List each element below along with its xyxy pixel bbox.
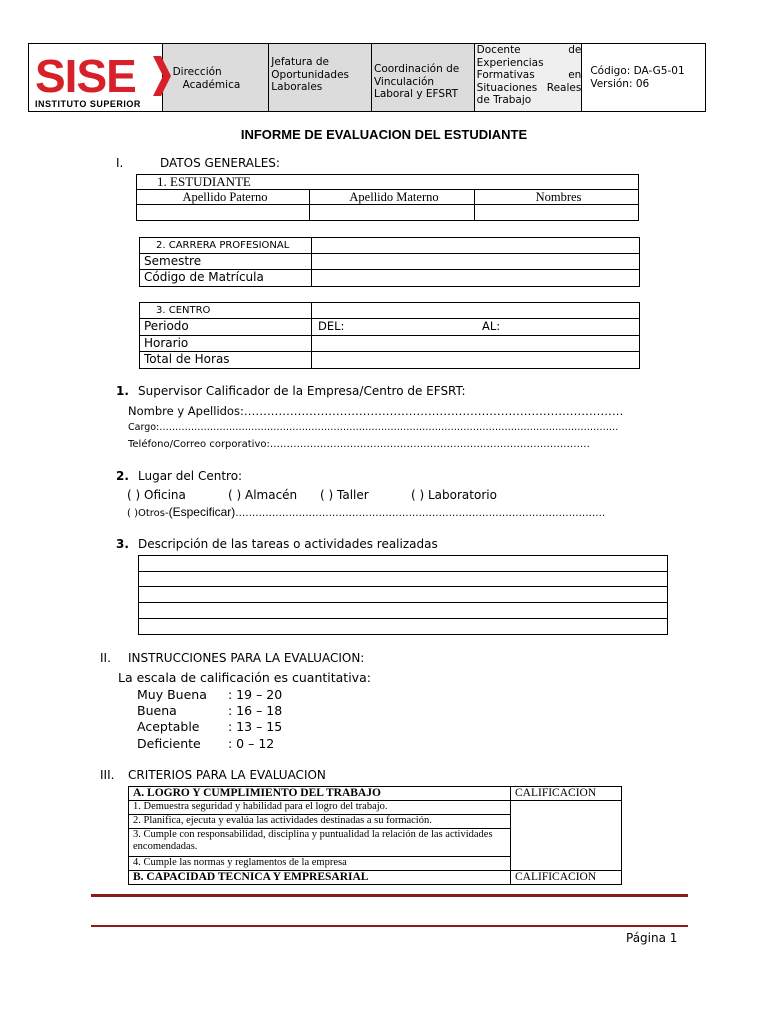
document-header: [28, 43, 706, 112]
option-almacen[interactable]: ( ) Almacén: [228, 488, 298, 502]
section-3-number: III.: [100, 768, 115, 782]
supervisor-cargo-line[interactable]: Cargo:……………………………………………………………………………………………………………………………….: [128, 422, 619, 433]
section-2-number: II.: [100, 651, 111, 665]
scale-range-muy-buena: : 19 – 20: [228, 687, 283, 702]
header-code-version: [582, 44, 705, 111]
logo-text: SISE: [35, 50, 136, 102]
tarea-row[interactable]: [139, 556, 668, 572]
input-horario[interactable]: [312, 336, 640, 352]
input-periodo[interactable]: [312, 319, 640, 336]
document-code: Código: DA-G5-01: [590, 65, 685, 77]
supervisor-name-line[interactable]: Nombre y Apellidos:………………………………………………………………………………………: [128, 404, 624, 418]
input-semestre[interactable]: [312, 254, 640, 270]
scale-label-deficiente: Deficiente: [137, 736, 201, 751]
center-table-title: 3. CENTRO: [140, 303, 312, 319]
label-horario: Horario: [140, 336, 312, 352]
input-centro[interactable]: [312, 303, 640, 319]
otros-especificar: (Especificar): [168, 505, 236, 519]
header-docente: Docente de Experiencias Formativas en Situaciones Reales de Trabajo: [475, 44, 583, 111]
career-table-title: 2. CARRERA PROFESIONAL: [140, 238, 312, 254]
scale-range-deficiente: : 0 – 12: [228, 736, 275, 751]
tarea-row[interactable]: [139, 603, 668, 619]
chevron-logo-icon: [153, 56, 171, 96]
section-2-label: INSTRUCCIONES PARA LA EVALUACION:: [128, 651, 365, 665]
tarea-row[interactable]: [139, 619, 668, 635]
option-oficina[interactable]: ( ) Oficina: [127, 488, 186, 502]
col-apellido-materno: Apellido Materno: [310, 190, 475, 205]
page-number: Página 1: [626, 931, 678, 945]
col-apellido-paterno: Apellido Paterno: [137, 190, 310, 205]
label-semestre: Semestre: [140, 254, 312, 270]
section-1-number: I.: [116, 156, 124, 170]
sise-logo: [29, 44, 163, 111]
input-apellido-paterno[interactable]: [137, 205, 310, 221]
scale-range-buena: : 16 – 18: [228, 703, 283, 718]
input-carrera[interactable]: [312, 238, 640, 254]
label-periodo: Periodo: [140, 319, 312, 336]
scale-label-muy-buena: Muy Buena: [137, 687, 207, 702]
criteria-item-3: 3. Cumple con responsabilidad, disciplina y puntualidad la relación de las actividades encomendadas.: [129, 829, 511, 857]
criteria-item-1: 1. Demuestra seguridad y habilidad para el logro del trabajo.: [129, 801, 511, 815]
lugar-number: 2.: [116, 469, 129, 483]
document-version: Versión: 06: [590, 77, 650, 90]
header-jefatura: Jefatura de Oportunidades Laborales: [269, 44, 372, 111]
scale-intro: La escala de calificación es cuantitativa:: [118, 670, 371, 685]
tarea-row[interactable]: [139, 587, 668, 603]
input-nombres[interactable]: [475, 205, 639, 221]
supervisor-number: 1.: [116, 384, 129, 398]
scale-label-aceptable: Aceptable: [137, 719, 200, 734]
otros-dots: …………………………………………………………………………………………………: [235, 508, 606, 519]
label-codigo-matricula: Código de Matrícula: [140, 270, 312, 287]
header-coordinacion: Coordinación de Vinculación Laboral y EFSRT: [372, 44, 475, 111]
option-taller[interactable]: ( ) Taller: [320, 488, 369, 502]
tareas-title: Descripción de las tareas o actividades realizadas: [138, 537, 438, 551]
input-codigo-matricula[interactable]: [312, 270, 640, 287]
header-direccion: Dirección Académica: [163, 44, 270, 111]
tarea-row[interactable]: [139, 572, 668, 587]
criteria-a-title: A. LOGRO Y CUMPLIMIENTO DEL TRABAJO: [129, 787, 511, 801]
tareas-number: 3.: [116, 537, 129, 551]
logo-subtitle: INSTITUTO SUPERIOR: [35, 99, 141, 109]
footer-divider-top: [91, 894, 688, 897]
option-laboratorio[interactable]: ( ) Laboratorio: [411, 488, 497, 502]
criteria-item-4: 4. Cumple las normas y reglamentos de la empresa: [129, 857, 511, 871]
supervisor-title: Supervisor Calificador de la Empresa/Centro de EFSRT:: [138, 384, 466, 398]
tareas-table: [138, 555, 668, 635]
criteria-item-2: 2. Planifica, ejecuta y evalúa las actividades destinadas a su formación.: [129, 815, 511, 829]
center-table: [139, 302, 640, 369]
section-3-label: CRITERIOS PARA LA EVALUACION: [128, 768, 326, 782]
career-table: [139, 237, 640, 287]
scale-range-aceptable: : 13 – 15: [228, 719, 283, 734]
option-otros: ( )Otros-: [127, 508, 169, 519]
option-otros-line[interactable]: [127, 505, 687, 519]
col-nombres: Nombres: [475, 190, 639, 205]
label-al: AL:: [482, 319, 501, 333]
section-1-label: DATOS GENERALES:: [160, 156, 280, 170]
criteria-table: [128, 786, 622, 885]
calificacion-input-a[interactable]: [511, 801, 622, 871]
student-table-title: 1. ESTUDIANTE: [137, 175, 639, 190]
label-del: DEL:: [318, 319, 345, 333]
page-title: INFORME DE EVALUACION DEL ESTUDIANTE: [240, 127, 528, 142]
input-total-horas[interactable]: [312, 352, 640, 369]
student-table: [136, 174, 639, 221]
footer-divider-bottom: [91, 925, 688, 927]
lugar-title: Lugar del Centro:: [138, 469, 243, 483]
supervisor-phone-line[interactable]: Teléfono/Correo corporativo:……………………………………………………………………………………: [128, 439, 590, 450]
input-apellido-materno[interactable]: [310, 205, 475, 221]
calificacion-header: CALIFICACION: [511, 787, 622, 801]
scale-label-buena: Buena: [137, 703, 177, 718]
criteria-b-title: B. CAPACIDAD TECNICA Y EMPRESARIAL: [129, 871, 511, 885]
label-total-horas: Total de Horas: [140, 352, 312, 369]
calificacion-header-b: CALIFICACION: [511, 871, 622, 885]
